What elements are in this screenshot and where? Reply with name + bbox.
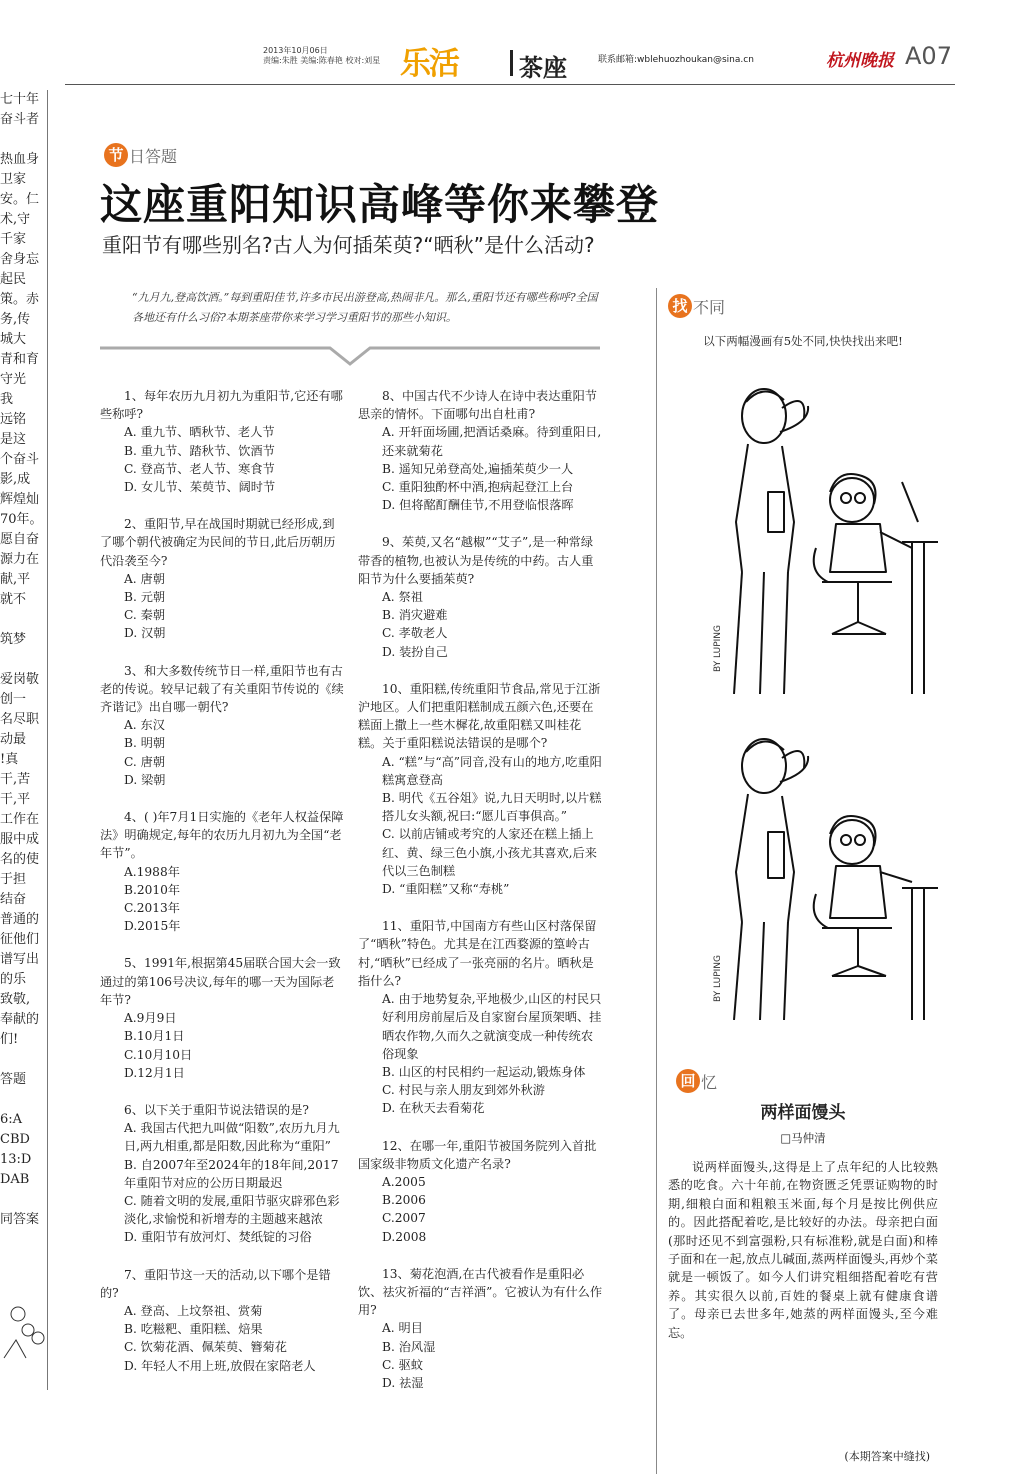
answer-option: D. 年轻人不用上班,放假在家陪老人 <box>124 1358 316 1373</box>
answer-option: B. 治风湿 <box>382 1339 436 1354</box>
answer-option: C. 驱蚊 <box>382 1357 424 1372</box>
fragment-line: CBD <box>0 1132 30 1147</box>
fragment-line <box>0 610 45 630</box>
fragment-line <box>0 1090 45 1110</box>
issue-date: 2013年10月06日 <box>263 46 328 55</box>
fragment-line <box>0 1050 45 1070</box>
fragment-line: 70年。 <box>0 512 43 527</box>
fragment-line: 策。赤 <box>0 292 40 307</box>
fragment-line: 名尽职 <box>0 712 40 727</box>
spot-kicker-text: 不同 <box>693 297 726 317</box>
fragment-line: 名的使 <box>0 852 40 867</box>
fragment-line: 源力在 <box>0 552 40 567</box>
fragment-line: 就不 <box>0 592 27 607</box>
fragment-line: 们! <box>0 1032 19 1047</box>
answer-option: B. 遥知兄弟登高处,遍插茱萸少一人 <box>382 461 574 476</box>
answer-option: C.10月10日 <box>124 1047 193 1062</box>
comic-signature-bottom: BY LUPING <box>713 955 723 1002</box>
fragment-line: 辉煌灿 <box>0 492 40 507</box>
recall-title: 两样面馒头 <box>760 1103 846 1123</box>
answer-option: D.12月1日 <box>124 1065 185 1080</box>
answer-option: A. 祭祖 <box>382 590 423 605</box>
fragment-line: 七十年 <box>0 92 40 107</box>
answer-option: D. 祛湿 <box>382 1375 424 1390</box>
answer-option: D. 重阳节有放河灯、焚纸锭的习俗 <box>124 1230 312 1245</box>
answer-option: D. 装扮自己 <box>382 644 448 659</box>
answer-option: B.2010年 <box>124 882 181 897</box>
question-stem: 12、在哪一年,重阳节被国务院列入首批国家级非物质文化遗产名录? <box>358 1138 597 1171</box>
fragment-line: 献,平 <box>0 572 31 587</box>
answer-option: A.9月9日 <box>124 1011 177 1026</box>
fragment-line: 服中成 <box>0 832 40 847</box>
question-stem: 1、每年农历九月初九为重阳节,它还有哪些称呼? <box>100 389 343 422</box>
answer-option: C. 孝敬老人 <box>382 626 448 641</box>
fragment-line: 个奋斗 <box>0 452 40 467</box>
page-number: A07 <box>905 42 952 70</box>
fragment-line: 术,守 <box>0 212 31 227</box>
answer-option: B. 重九节、踏秋节、饮酒节 <box>124 443 275 458</box>
lehuo-logo: 乐活 <box>400 46 458 82</box>
answer-option: B. 消灾避难 <box>382 608 448 623</box>
fragment-line: DAB <box>0 1172 30 1187</box>
fragment-line: 结奋 <box>0 892 27 907</box>
fragment-line: 干,平 <box>0 792 31 807</box>
answer-option: C. 重阳独酌杯中酒,抱病起登江上台 <box>382 480 574 495</box>
fragment-line: 答题 <box>0 1072 27 1087</box>
answer-option: D. 女儿节、茱萸节、阔时节 <box>124 480 276 495</box>
fragment-line: 创一 <box>0 692 27 707</box>
fragment-line: 愿自奋 <box>0 532 40 547</box>
fragment-line: 干,苦 <box>0 772 31 787</box>
question-item <box>100 515 346 642</box>
column-divider <box>47 90 48 1390</box>
fragment-line: 征他们 <box>0 932 40 947</box>
fragment-line: 动最 <box>0 732 27 747</box>
spot-instruction: 以下两幅漫画有5处不同,快快找出来吧! <box>703 334 903 348</box>
fragment-line: 务,传 <box>0 312 31 327</box>
adjacent-column-fragment <box>0 90 45 1390</box>
fragment-line: 谱写出 <box>0 952 40 967</box>
contact-email: 联系邮箱:wblehuozhoukan@sina.cn <box>598 55 754 65</box>
answer-option: C. 饮菊花酒、佩茱萸、簪菊花 <box>124 1340 287 1355</box>
answer-option: D. 在秋天去看菊花 <box>382 1101 485 1116</box>
fragment-line: 的乐 <box>0 972 27 987</box>
doodle-figure-icon <box>0 1300 48 1360</box>
question-item <box>100 1266 346 1375</box>
answer-option: D. 汉朝 <box>124 626 166 641</box>
fragment-line: 卫家 <box>0 172 27 187</box>
comic-signature-top: BY LUPING <box>713 625 723 672</box>
questions-column-1 <box>100 387 346 1394</box>
spot-difference-kicker <box>668 293 938 319</box>
fragment-line: 工作在 <box>0 812 40 827</box>
article-kicker <box>104 143 177 167</box>
editor-credits: 责编:朱胜 美编:陈春艳 校对:刘星 <box>263 56 381 65</box>
fragment-line: 舍身忘 <box>0 252 40 267</box>
fragment-line: 普通的 <box>0 912 40 927</box>
answer-option: A. “糕”与“高”同音,没有山的地方,吃重阳糕寓意登高 <box>382 754 602 787</box>
answer-option: A. 登高、上坟祭祖、赏菊 <box>124 1303 263 1318</box>
recall-kicker-text: 忆 <box>701 1072 718 1092</box>
answer-option: B. 明朝 <box>124 736 166 751</box>
question-item <box>358 680 604 898</box>
question-stem: 2、重阳节,早在战国时期就已经形成,到了哪个朝代被确定为民间的节日,此后历朝历代沿袭至今? <box>100 517 336 568</box>
question-stem: 6、以下关于重阳节说法错误的是? <box>124 1102 309 1117</box>
fragment-line: 影,成 <box>0 472 31 487</box>
answer-option: C. 随着文明的发展,重阳节驱灾辟邪色彩淡化,求愉悦和祈增寿的主题越来越浓 <box>124 1193 340 1227</box>
answer-option: D. 梁朝 <box>124 772 166 787</box>
answer-option: C. 登高节、老人节、寒食节 <box>124 461 275 476</box>
answer-option: D. 但将酩酊酬佳节,不用登临恨落晖 <box>382 498 574 513</box>
answer-option: B.2006 <box>382 1193 426 1208</box>
recall-kicker <box>676 1068 717 1094</box>
question-stem: 5、1991年,根据第45届联合国大会一致通过的第106号决议,每年的哪一天为国际老年节? <box>100 956 341 1007</box>
fragment-line: 奉献的 <box>0 1012 40 1027</box>
fragment-line: 爱岗敬 <box>0 672 40 687</box>
question-item <box>358 917 604 1117</box>
answer-option: A. 唐朝 <box>124 571 165 586</box>
fragment-line <box>0 1190 45 1210</box>
fragment-line: 我 <box>0 392 14 407</box>
answer-option: B. 自2007年至2024年的18年间,2017年重阳节对应的公历日期最迟 <box>124 1157 339 1190</box>
comic-panel-bottom <box>712 722 938 1020</box>
fragment-line <box>0 650 45 670</box>
fragment-line: 青和育 <box>0 352 40 367</box>
answer-option: A. 东汉 <box>124 718 165 733</box>
fragment-line: 于担 <box>0 872 27 887</box>
fragment-line: 远铭 <box>0 412 27 427</box>
answer-option: D.2008 <box>382 1229 427 1244</box>
intro-chevron-divider <box>100 344 600 368</box>
fragment-line <box>0 130 45 150</box>
answer-option: C.2013年 <box>124 901 180 916</box>
answer-option: A. 重九节、晒秋节、老人节 <box>124 425 275 440</box>
header-meta <box>263 46 380 66</box>
question-item <box>358 533 604 660</box>
fragment-line: !真 <box>0 752 19 767</box>
headline: 这座重阳知识高峰等你来攀登 <box>100 180 660 229</box>
kicker-badge: 节 <box>104 143 128 167</box>
fragment-line: 城大 <box>0 332 27 347</box>
answer-option: B. 山区的村民相约一起运动,锻炼身体 <box>382 1064 586 1079</box>
fragment-line: 热血身 <box>0 152 40 167</box>
question-item <box>358 387 604 514</box>
recall-author: □马仲清 <box>780 1131 826 1145</box>
answer-option: A. 开轩面场圃,把酒话桑麻。待到重阳日,还来就菊花 <box>382 425 602 458</box>
section-title: 茶座 <box>519 54 567 82</box>
answer-option: A.2005 <box>382 1174 426 1189</box>
kicker-text: 日答题 <box>129 146 178 166</box>
question-item <box>358 1137 604 1246</box>
header-rule <box>65 84 955 85</box>
answer-option: A. 我国古代把九叫做“阳数”,农历九月九日,两九相重,都是阳数,因此称为“重阳” <box>124 1121 340 1154</box>
question-item <box>100 387 346 496</box>
question-stem: 9、茱萸,又名“越椒”“艾子”,是一种常绿带香的植物,也被认为是传统的中药。古人重阳节为什么要插茱萸? <box>358 535 594 586</box>
answer-option: C.2007 <box>382 1211 426 1226</box>
questions-column-2 <box>358 387 604 1411</box>
fragment-line: 奋斗者 <box>0 112 40 127</box>
answer-option: D.2015年 <box>124 919 181 934</box>
spot-difference-section <box>668 293 938 349</box>
fragment-line: 是这 <box>0 432 27 447</box>
question-stem: 11、重阳节,中国南方有些山区村落保留了“晒秋”特色。尤其是在江西婺源的篁岭古村,“晒秋”已经成了一张亮丽的名片。晒秋是指什么? <box>358 919 597 988</box>
answer-option: A.1988年 <box>124 864 180 879</box>
answer-option: C. 以前店铺或考究的人家还在糕上插上红、黄、绿三色小旗,小孩尤其喜欢,后来代以三色制糕 <box>382 827 597 878</box>
answer-option: A. 由于地势复杂,平地极少,山区的村民只好利用房前屋后及自家窗台屋顶架晒、挂晒农作物,久而久之就演变成一种传统农俗现象 <box>382 992 602 1061</box>
answer-option: C. 秦朝 <box>124 608 166 623</box>
question-item <box>358 1265 604 1392</box>
question-stem: 3、和大多数传统节日一样,重阳节也有古老的传说。较早记载了有关重阳节传说的《续齐谐记》出自哪一朝代? <box>100 663 344 715</box>
question-stem: 4、( )年7月1日实施的《老年人权益保障法》明确规定,每年的农历九月初九为全国“老年节”。 <box>100 810 344 861</box>
fragment-line: 13:D <box>0 1152 32 1167</box>
answer-option: C. 村民与亲人朋友到郊外秋游 <box>382 1083 545 1098</box>
answer-option: B. 元朝 <box>124 590 166 605</box>
recall-body: 说两样面馒头,这得是上了点年纪的人比较熟悉的吃食。六十年前,在物资匮乏凭票证购物的时期,细粮白面和粗粮玉米面,每个月是按比例供应的。因此搭配着吃,是比较好的办法。母亲把白面(那时还见不到富强粉,只有标准粉,就是白面)和棒子面和在一起,放点儿碱面,蒸两样面馒头,再炒个菜就是一顿饭了。如今人们讲究粗细搭配着吃有营养。其实很久以前,百姓的餐桌上就有健康食谱了。母亲已去世多年,她蒸的两样面馒头,至今难忘。 <box>668 1160 938 1340</box>
right-column-divider <box>656 288 657 1474</box>
fragment-line: 起民 <box>0 272 27 287</box>
answer-option: A. 明目 <box>382 1321 423 1336</box>
fragment-line: 同答案 <box>0 1212 40 1227</box>
question-stem: 13、菊花泡酒,在古代被看作是重阳必饮、祛灾祈福的“吉祥酒”。它被认为有什么作用? <box>358 1266 603 1318</box>
question-item <box>100 662 346 789</box>
question-stem: 10、重阳糕,传统重阳节食品,常见于江浙沪地区。人们把重阳糕制成五颜六色,还要在糕面上撒上一些木樨花,故重阳糕又叫桂花糕。关于重阳糕说法错误的是哪个? <box>358 681 601 751</box>
question-item <box>100 808 346 935</box>
fragment-line: 6:A <box>0 1112 23 1127</box>
fragment-line: 致敬, <box>0 992 31 1007</box>
fragment-line: 筑梦 <box>0 632 27 647</box>
question-item <box>100 1101 346 1247</box>
intro-paragraph: “九月九,登高饮酒。”每到重阳佳节,许多市民出游登高,热闹非凡。那么,重阳节还有哪些称呼?全国各地还有什么习俗?本期茶座带你来学习学习重阳节的那些小知识。 <box>132 291 598 324</box>
fragment-line: 安。仁 <box>0 192 40 207</box>
answer-option: B. 吃糍粑、重阳糕、焙果 <box>124 1322 263 1337</box>
subheadline: 重阳节有哪些别名?古人为何插茱萸?“晒秋”是什么活动? <box>102 233 595 257</box>
answer-option: B.10月1日 <box>124 1029 185 1044</box>
answers-footnote: (本期答案中缝找) <box>844 1450 930 1463</box>
question-stem: 8、中国古代不少诗人在诗中表达重阳节思亲的情怀。下面哪句出自杜甫? <box>358 389 597 422</box>
fragment-line: 守光 <box>0 372 27 387</box>
answer-option: B. 明代《五谷俎》说,九日天明时,以片糕搭儿女头额,祝曰:“愿儿百事俱高。” <box>382 791 602 824</box>
section-divider <box>510 50 513 76</box>
spot-badge: 找 <box>668 294 692 318</box>
question-stem: 7、重阳节这一天的活动,以下哪个是错的? <box>100 1267 331 1300</box>
comic-panel-top <box>712 372 938 694</box>
newspaper-logo: 杭州晚报 <box>826 51 894 71</box>
fragment-line: 千家 <box>0 232 27 247</box>
page-header <box>0 0 1032 90</box>
answer-option: C. 唐朝 <box>124 754 166 769</box>
question-item <box>100 954 346 1081</box>
answer-option: D. “重阳糕”又称“寿桃” <box>382 882 510 897</box>
recall-badge: 回 <box>676 1069 700 1093</box>
